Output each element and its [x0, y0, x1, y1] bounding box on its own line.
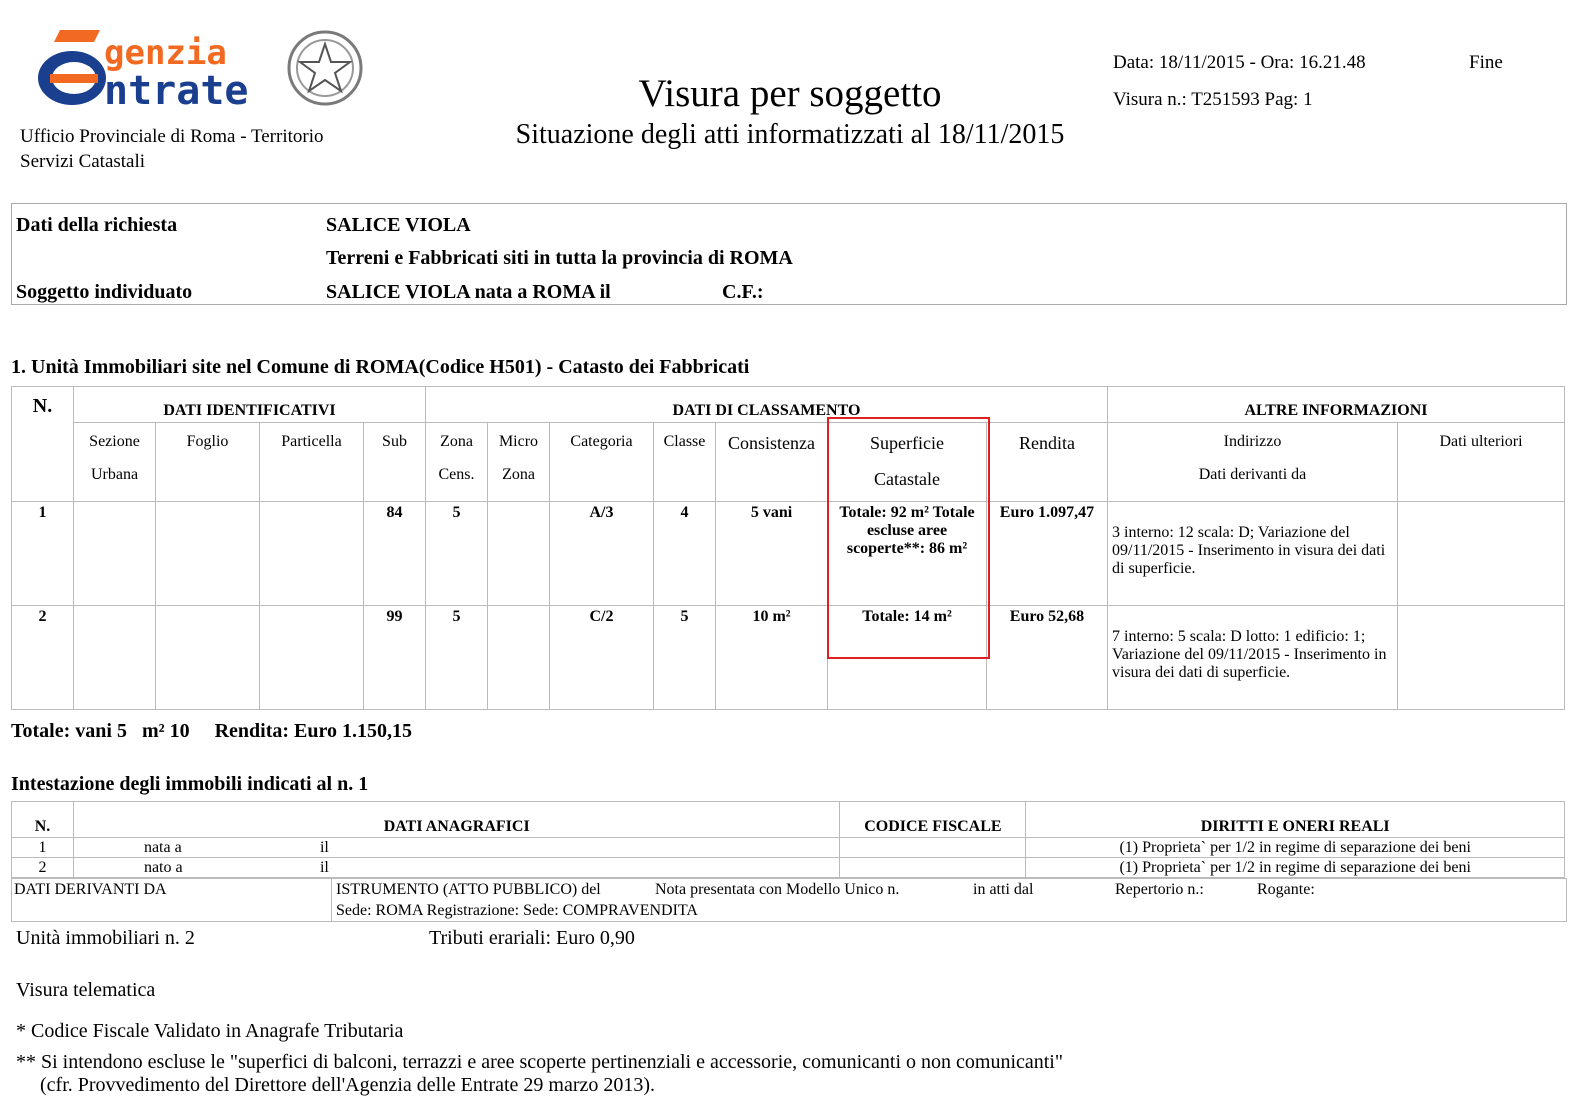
- subject-value: SALICE VIOLA nata a ROMA il: [326, 281, 611, 303]
- tributi: Tributi erariali: Euro 0,90: [429, 927, 635, 949]
- units-count: Unità immobiliari n. 2: [16, 927, 195, 949]
- cell-foglio: [156, 502, 260, 606]
- owner-diritti: (1) Proprieta` per 1/2 in regime di separazione dei beni: [1026, 838, 1565, 858]
- col-sub: Sub: [364, 423, 426, 502]
- table-header-row: [12, 387, 1565, 423]
- owner-anagrafici: nato a il: [73, 858, 840, 878]
- owners-row: [12, 858, 1565, 878]
- date-time: Data: 18/11/2015 - Ora: 16.21.48: [1113, 52, 1366, 73]
- cell-rendita: Euro 1.097,47: [987, 502, 1108, 606]
- cell-classe: 4: [654, 502, 716, 606]
- owner-n: 2: [12, 858, 74, 878]
- col-rendita: Rendita: [987, 423, 1108, 502]
- col-dati-ulteriori: Dati ulteriori: [1398, 423, 1565, 502]
- office-line-1: Ufficio Provinciale di Roma - Territorio: [20, 126, 324, 147]
- subject-label: Soggetto individuato: [16, 281, 193, 303]
- section-1-title: 1. Unità Immobiliari site nel Comune di ROMA(Codice H501) - Catasto dei Fabbricati: [11, 356, 750, 378]
- cell-micro: [488, 606, 550, 710]
- col-superficie: Superficie Catastale: [828, 423, 987, 502]
- subject-cf: C.F.:: [722, 281, 764, 303]
- request-name: SALICE VIOLA: [326, 214, 471, 236]
- cell-zona: 5: [426, 502, 488, 606]
- deriv-repertorio: Repertorio n.:: [1115, 881, 1204, 898]
- request-label: Dati della richiesta: [16, 214, 178, 236]
- office-line-2: Servizi Catastali: [20, 151, 146, 172]
- properties-table: [11, 386, 1565, 710]
- cell-particella: [260, 606, 364, 710]
- owner-diritti: (1) Proprieta` per 1/2 in regime di separazione dei beni: [1026, 858, 1565, 878]
- office-info: [20, 124, 323, 174]
- intestazione-title: Intestazione degli immobili indicati al n. 1: [11, 773, 369, 795]
- group-altre-informazioni: ALTRE INFORMAZIONI: [1108, 387, 1565, 423]
- col-consistenza: Consistenza: [716, 423, 828, 502]
- cell-consistenza: 10 m²: [716, 606, 828, 710]
- table-subheader-row: [12, 423, 1565, 502]
- deriv-rogante: Rogante:: [1257, 881, 1315, 898]
- col-n: N.: [12, 387, 74, 502]
- cell-indirizzo: 3 interno: 12 scala: D; Variazione del 09/11/2015 - Inserimento in visura dei dati di superficie.: [1108, 502, 1398, 606]
- cell-consistenza: 5 vani: [716, 502, 828, 606]
- col-categoria: Categoria: [550, 423, 654, 502]
- owners-col-cf: CODICE FISCALE: [840, 802, 1026, 838]
- cell-n: 1: [12, 502, 74, 606]
- totals-line: Totale: vani 5 m² 10 Rendita: Euro 1.150,15: [11, 720, 413, 742]
- cell-superficie: Totale: 14 m²: [828, 606, 987, 710]
- owners-header-row: [12, 802, 1565, 838]
- cell-sub: 84: [364, 502, 426, 606]
- document-title-block: [480, 70, 1100, 152]
- col-sezione: Sezione Urbana: [74, 423, 156, 502]
- visura-telematica: Visura telematica: [16, 979, 156, 1001]
- deriv-divider: [331, 879, 332, 921]
- table-row: [12, 502, 1565, 606]
- owners-table: [11, 801, 1565, 878]
- cell-sub: 99: [364, 606, 426, 710]
- col-classe: Classe: [654, 423, 716, 502]
- owner-anagrafici: nata a il: [73, 838, 840, 858]
- svg-text:ntrate: ntrate: [104, 68, 249, 110]
- document-subtitle: Situazione degli atti informatizzati al 18/11/2015: [515, 119, 1065, 150]
- end-label: Fine: [1469, 52, 1503, 73]
- deriv-strumento: ISTRUMENTO (ATTO PUBBLICO) del: [336, 881, 601, 898]
- deriv-box: [11, 878, 1567, 922]
- cell-classe: 5: [654, 606, 716, 710]
- cell-superficie: Totale: 92 m² Totale escluse aree scoperte**: 86 m²: [828, 502, 987, 606]
- cell-sezione: [74, 606, 156, 710]
- cell-categoria: C/2: [550, 606, 654, 710]
- col-particella: Particella: [260, 423, 364, 502]
- owners-col-n: N.: [12, 802, 74, 838]
- table-row: [12, 606, 1565, 710]
- owner-cf: [840, 858, 1026, 878]
- cell-micro: [488, 502, 550, 606]
- deriv-nota: Nota presentata con Modello Unico n.: [655, 881, 900, 898]
- cell-zona: 5: [426, 606, 488, 710]
- group-dati-identificativi: DATI IDENTIFICATIVI: [74, 387, 426, 423]
- note-superfici: ** Si intendono escluse le "superfici di balconi, terrazzi e aree scoperte pertinenziali e accessorie, comunicanti o non comunicanti": [16, 1051, 1064, 1073]
- deriv-label: DATI DERIVANTI DA: [14, 881, 167, 898]
- cell-foglio: [156, 606, 260, 710]
- owner-n: 1: [12, 838, 74, 858]
- owners-col-diritti: DIRITTI E ONERI REALI: [1026, 802, 1565, 838]
- col-foglio: Foglio: [156, 423, 260, 502]
- cell-dati-ulteriori: [1398, 502, 1565, 606]
- cell-indirizzo: 7 interno: 5 scala: D lotto: 1 edificio: 1; Variazione del 09/11/2015 - Inserimento in visura dei dati di superficie.: [1108, 606, 1398, 710]
- visura-number: Visura n.: T251593 Pag: 1: [1113, 89, 1313, 110]
- cell-dati-ulteriori: [1398, 606, 1565, 710]
- cell-sezione: [74, 502, 156, 606]
- owners-col-anagrafici: DATI ANAGRAFICI: [73, 802, 840, 838]
- group-dati-classamento: DATI DI CLASSAMENTO: [426, 387, 1108, 423]
- document-title: Visura per soggetto: [638, 72, 942, 115]
- note-provvedimento: (cfr. Provvedimento del Direttore dell'Agenzia delle Entrate 29 marzo 2013).: [40, 1074, 656, 1096]
- col-zona: Zona Cens.: [426, 423, 488, 502]
- note-cf: * Codice Fiscale Validato in Anagrafe Tributaria: [16, 1020, 404, 1042]
- col-indirizzo: Indirizzo Dati derivanti da: [1108, 423, 1398, 502]
- cell-n: 2: [12, 606, 74, 710]
- owner-cf: [840, 838, 1026, 858]
- col-micro: Micro Zona: [488, 423, 550, 502]
- owners-row: [12, 838, 1565, 858]
- request-box: [11, 203, 1567, 305]
- agenzia-entrate-logo: [30, 22, 370, 110]
- deriv-line2: Sede: ROMA Registrazione: Sede: COMPRAVENDITA: [336, 902, 698, 919]
- cell-rendita: Euro 52,68: [987, 606, 1108, 710]
- svg-text:genzia: genzia: [104, 33, 227, 73]
- deriv-atti: in atti dal: [973, 881, 1034, 898]
- cell-particella: [260, 502, 364, 606]
- request-scope: Terreni e Fabbricati siti in tutta la provincia di ROMA: [326, 247, 793, 269]
- cell-categoria: A/3: [550, 502, 654, 606]
